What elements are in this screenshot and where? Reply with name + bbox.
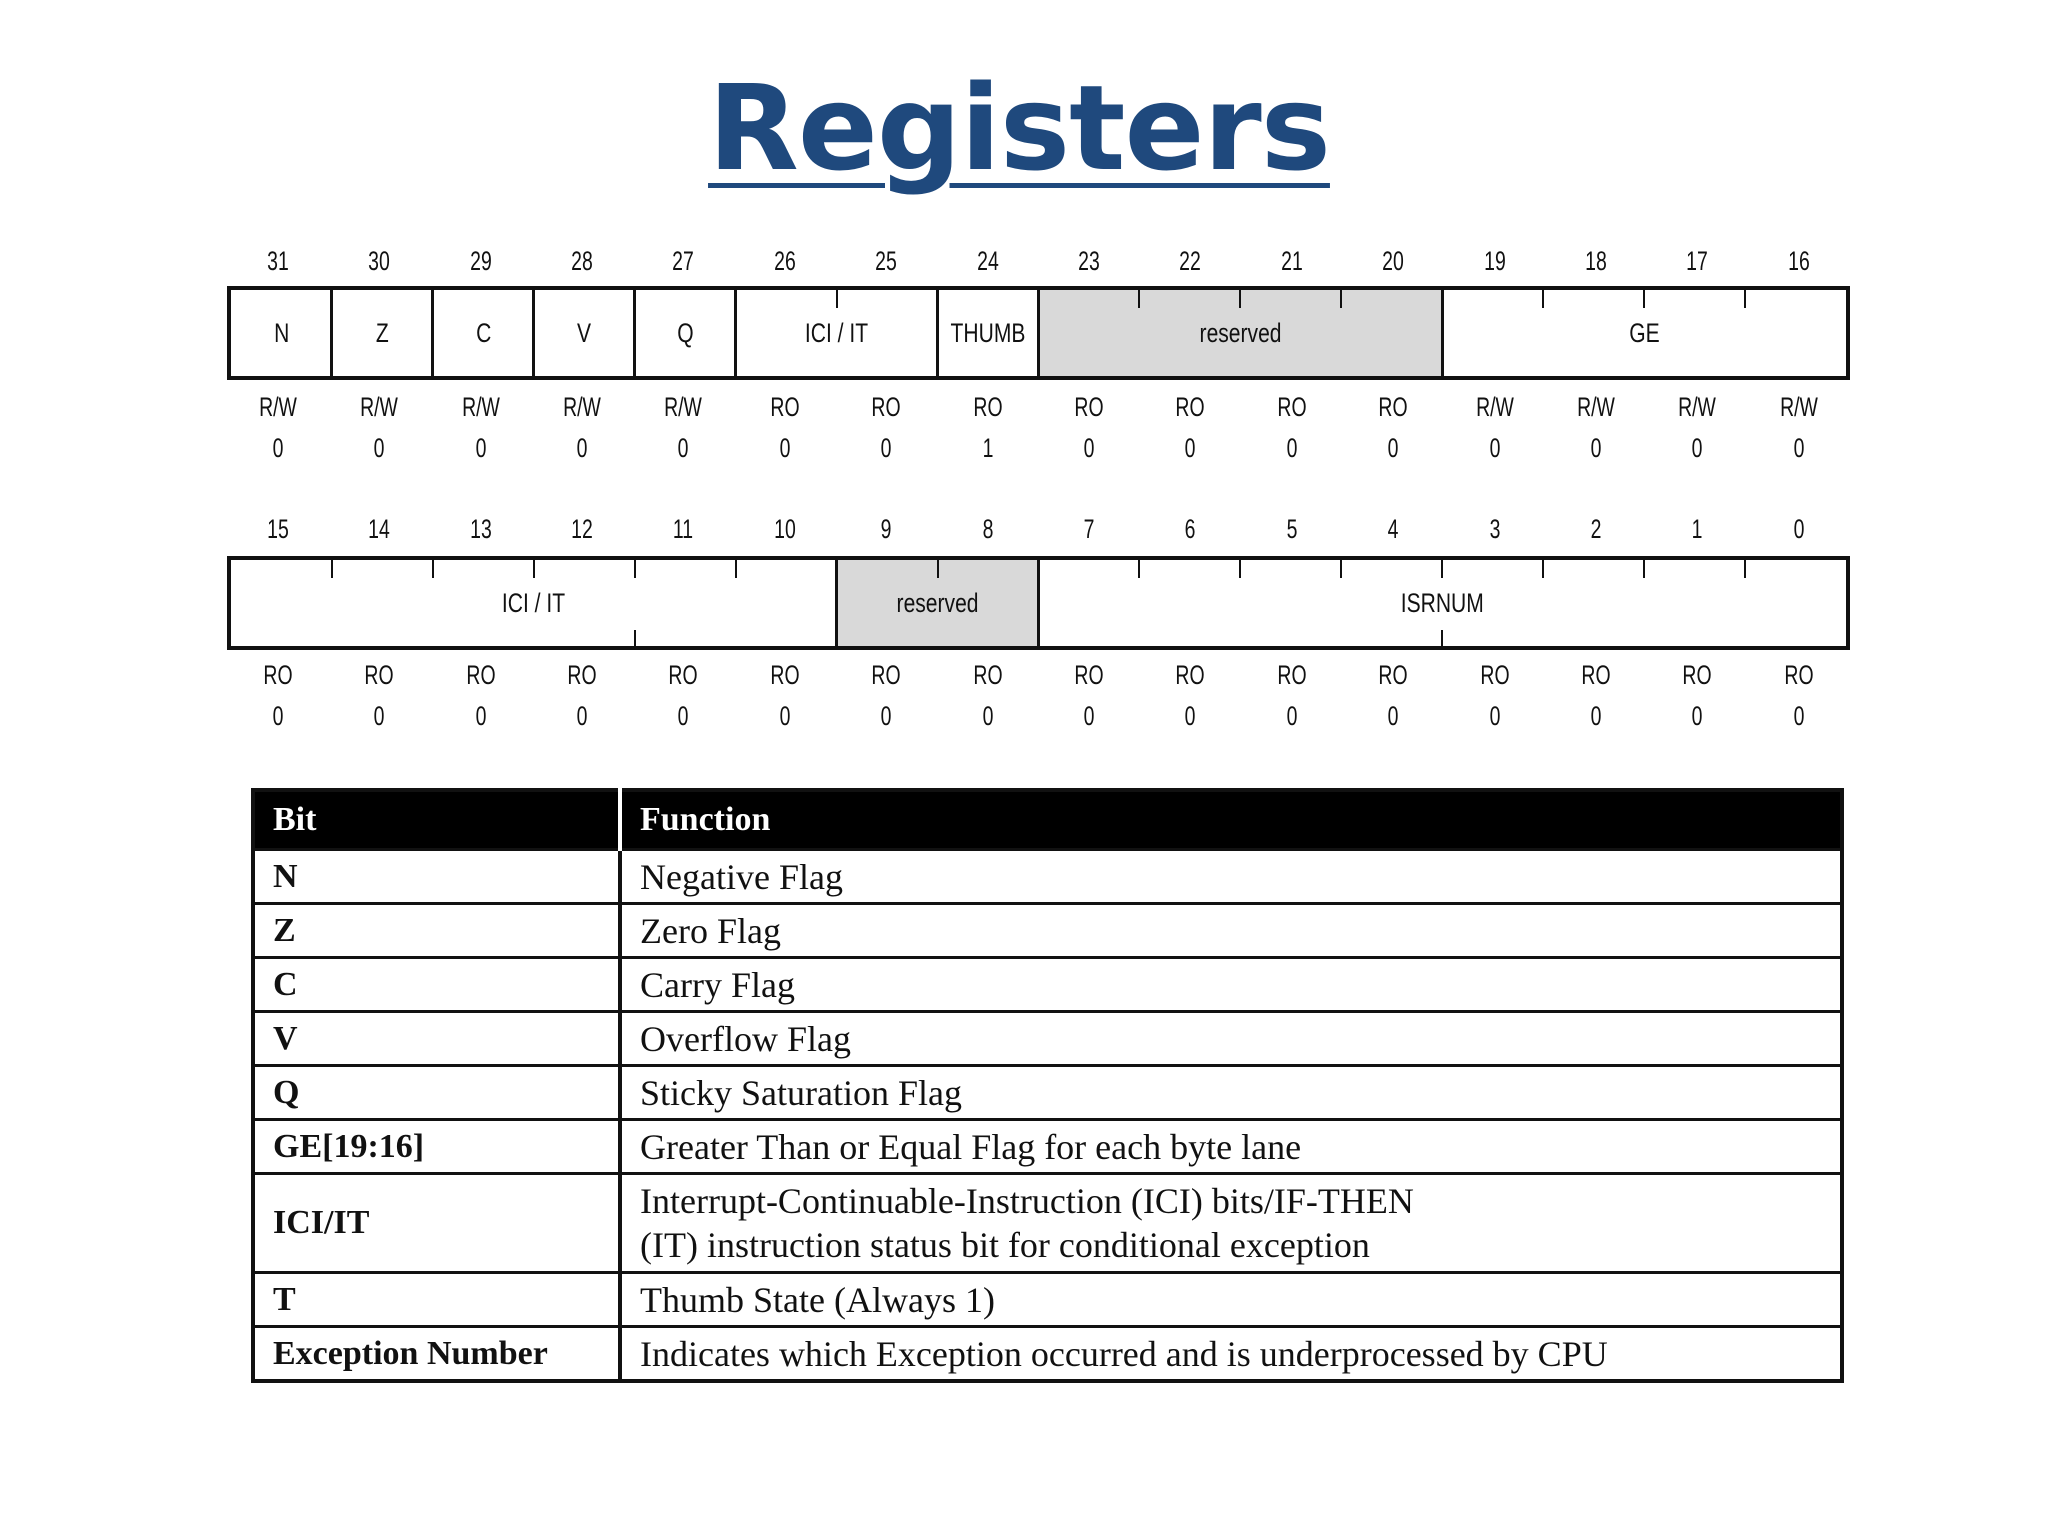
upper_register-bit-number: 31 — [266, 246, 289, 276]
bit-cell: ICI/IT — [253, 1174, 620, 1273]
lower_register-bit-number: 10 — [773, 514, 796, 544]
lower_register-bit-number: 4 — [1387, 514, 1399, 544]
page-title: Registers — [708, 59, 1330, 197]
function-cell — [620, 1273, 1842, 1327]
upper_register-reset-value: 0 — [1083, 433, 1095, 463]
upper_register-bit-number: 24 — [976, 246, 999, 276]
lower_register-bit-number: 0 — [1793, 514, 1805, 544]
upper_register-field — [938, 290, 1039, 376]
lower_register-bit-tick — [735, 560, 737, 578]
function-text: Negative Flag — [640, 856, 843, 897]
lower_register-reset-value: 0 — [1286, 701, 1298, 731]
lower_register-reset-value: 0 — [1590, 701, 1602, 731]
lower_register-field-label: ICI / IT — [502, 587, 566, 618]
upper_register-field-label: Z — [375, 317, 389, 348]
lower_register-bit-number: 3 — [1489, 514, 1500, 544]
lower_register-box — [227, 556, 1850, 650]
lower_register-bit-tick — [1542, 560, 1544, 578]
lower_register-bit-tick — [937, 560, 939, 578]
lower_register-access-type: RO — [1074, 660, 1104, 690]
function-cell — [620, 1174, 1842, 1273]
upper_register-access-type: RO — [871, 392, 901, 422]
bit-cell: GE[19:16] — [253, 1120, 620, 1174]
upper_register-field-label: THUMB — [950, 317, 1026, 348]
table-row — [253, 1120, 1842, 1174]
bit-function-table — [251, 788, 1844, 1383]
upper_register-field-label: reserved — [1199, 317, 1282, 348]
upper_register-access-type: R/W — [562, 392, 601, 422]
upper_register-field-divider — [633, 290, 636, 376]
function-text: Interrupt-Continuable-Instruction (ICI) bits/IF-THEN — [640, 1181, 1414, 1221]
lower_register-bit-tick — [1340, 560, 1342, 578]
lower_register-reset-value: 0 — [1184, 701, 1196, 731]
lower_register-bit-tick — [1239, 560, 1241, 578]
header-bit: Bit — [253, 790, 620, 850]
lower_register-bit-tick — [634, 560, 636, 578]
upper_register-field-label: V — [577, 317, 592, 348]
upper_register-access-type: R/W — [1576, 392, 1615, 422]
lower_register-reset-value: 0 — [880, 701, 892, 731]
upper_register-reset-value: 0 — [1793, 433, 1805, 463]
upper_register-bit-tick — [1643, 290, 1645, 308]
upper_register-bit-number: 21 — [1280, 246, 1303, 276]
upper_register-reset-value: 0 — [475, 433, 486, 463]
upper_register-reset-value: 0 — [272, 433, 284, 463]
table-row — [253, 1327, 1842, 1382]
function-cell — [620, 1120, 1842, 1174]
upper_register-field — [534, 290, 635, 376]
upper_register-bit-tick — [1542, 290, 1544, 308]
upper_register-access-type: RO — [1378, 392, 1408, 422]
upper_register-field-divider — [532, 290, 535, 376]
upper_register-bit-tick — [1138, 290, 1140, 308]
upper_register-bit-number: 16 — [1787, 246, 1810, 276]
lower_register-access-type: RO — [668, 660, 698, 690]
upper_register-bit-number: 20 — [1382, 246, 1404, 276]
function-cell — [620, 958, 1842, 1012]
lower_register-bit-tick — [533, 560, 535, 578]
upper_register-field-label: Q — [677, 317, 694, 348]
upper_register-reset-value: 0 — [880, 433, 892, 463]
upper_register-field — [433, 290, 534, 376]
function-text: Sticky Saturation Flag — [640, 1072, 962, 1113]
function-text: Overflow Flag — [640, 1018, 851, 1059]
upper_register-access-type: R/W — [360, 392, 398, 422]
upper_register-field-divider — [734, 290, 737, 376]
lower_register-field-divider — [1037, 560, 1040, 646]
upper_register-field-label: N — [273, 317, 290, 348]
upper_register-reset-value: 0 — [576, 433, 588, 463]
table-header-row — [253, 790, 1842, 850]
upper_register-reset-value: 0 — [779, 433, 791, 463]
function-text: Carry Flag — [640, 964, 795, 1005]
lower_register-bit-number: 11 — [673, 514, 694, 544]
lower_register-bit-number: 5 — [1286, 514, 1298, 544]
upper_register-field — [231, 290, 332, 376]
function-text: Thumb State (Always 1) — [640, 1279, 995, 1320]
upper_register-bit-tick — [1744, 290, 1746, 308]
upper_register-access-type: R/W — [461, 392, 500, 422]
function-text: Zero Flag — [640, 910, 781, 951]
lower_register-reset-value: 0 — [1489, 701, 1500, 731]
upper_register-bit-number: 23 — [1078, 246, 1100, 276]
lower_register-bit-tick — [1138, 560, 1140, 578]
upper_register-bit-number: 27 — [672, 246, 695, 276]
lower_register-field-label: ISRNUM — [1400, 587, 1484, 618]
lower_register-bit-number: 2 — [1590, 514, 1602, 544]
upper_register-bit-tick — [1340, 290, 1342, 308]
function-text: (IT) instruction status bit for conditional exception — [640, 1225, 1370, 1265]
upper_register-access-type: RO — [1074, 392, 1104, 422]
upper_register-bit-number: 18 — [1585, 246, 1607, 276]
lower_register-access-type: RO — [465, 660, 496, 690]
upper_register-access-type: R/W — [1475, 392, 1514, 422]
table-row — [253, 850, 1842, 904]
function-text: Greater Than or Equal Flag for each byte lane — [640, 1126, 1302, 1167]
upper_register-bit-number: 22 — [1179, 246, 1202, 276]
upper_register-reset-value: 0 — [1691, 433, 1703, 463]
upper_register-reset-value: 0 — [677, 433, 689, 463]
function-cell — [620, 850, 1842, 904]
lower_register-access-type: RO — [567, 660, 597, 690]
lower_register-bit-tick — [432, 560, 434, 578]
lower_register-bit-tick — [1441, 560, 1443, 578]
upper_register-access-type: RO — [972, 392, 1003, 422]
bit-cell: Exception Number — [253, 1327, 620, 1382]
lower_register-access-type: RO — [972, 660, 1003, 690]
upper_register-field-divider — [431, 290, 434, 376]
lower_register-reset-value: 0 — [1691, 701, 1703, 731]
bit-cell: V — [253, 1012, 620, 1066]
lower_register-access-type: RO — [263, 660, 293, 690]
upper_register-field-label: C — [475, 317, 491, 348]
upper_register-reset-value: 0 — [1184, 433, 1196, 463]
lower_register-bit-tick — [331, 560, 333, 578]
lower_register-access-type: RO — [364, 660, 394, 690]
upper_register-access-type: RO — [1277, 392, 1307, 422]
upper_register-bit-number: 26 — [773, 246, 796, 276]
upper_register-reset-value: 0 — [373, 433, 385, 463]
upper_register-access-type: R/W — [1678, 392, 1717, 422]
upper_register-access-type: R/W — [1779, 392, 1818, 422]
lower_register-reset-value: 0 — [1083, 701, 1095, 731]
upper_register-bit-number: 29 — [469, 246, 492, 276]
bit-cell: Z — [253, 904, 620, 958]
lower_register-bit-number: 8 — [982, 514, 993, 544]
lower_register-access-type: RO — [871, 660, 901, 690]
lower_register-reset-value: 0 — [272, 701, 284, 731]
header-function: Function — [620, 790, 1842, 850]
upper_register-field — [332, 290, 433, 376]
upper_register-field-divider — [936, 290, 939, 376]
lower_register-field-divider — [835, 560, 838, 646]
lower_register-bit-number: 9 — [880, 514, 892, 544]
lower_register-bit-tick — [1744, 560, 1746, 578]
table-row — [253, 1066, 1842, 1120]
function-cell — [620, 1327, 1842, 1382]
lower_register-access-type: RO — [1175, 660, 1205, 690]
upper_register-bit-number: 19 — [1483, 246, 1506, 276]
lower_register-access-type: RO — [1479, 660, 1510, 690]
function-cell — [620, 1012, 1842, 1066]
lower_register-bit-number: 7 — [1083, 514, 1095, 544]
upper_register-reset-value: 0 — [1387, 433, 1399, 463]
upper_register-bit-number: 28 — [571, 246, 593, 276]
function-text: Indicates which Exception occurred and is underprocessed by CPU — [640, 1333, 1608, 1374]
table-row — [253, 904, 1842, 958]
lower_register-bit-number: 1 — [1691, 514, 1703, 544]
lower_register-reset-value: 0 — [373, 701, 385, 731]
lower_register-reset-value: 0 — [576, 701, 588, 731]
upper_register-bit-number: 17 — [1686, 246, 1709, 276]
bit-cell: C — [253, 958, 620, 1012]
upper_register-field-divider — [330, 290, 333, 376]
lower_register-bit-number: 13 — [469, 514, 492, 544]
bit-cell: N — [253, 850, 620, 904]
table-row — [253, 1273, 1842, 1327]
upper_register-access-type: RO — [770, 392, 800, 422]
upper_register-bit-number: 25 — [875, 246, 897, 276]
lower_register-reset-value: 0 — [1387, 701, 1399, 731]
lower_register-reset-value: 0 — [779, 701, 791, 731]
upper_register-field-label: GE — [1628, 317, 1660, 348]
lower_register-access-type: RO — [1682, 660, 1712, 690]
upper_register-access-type: R/W — [664, 392, 703, 422]
upper_register-access-type: RO — [1175, 392, 1205, 422]
lower_register-field-label: reserved — [896, 587, 979, 618]
lower_register-bit-number: 15 — [266, 514, 289, 544]
lower_register-reset-value: 0 — [1793, 701, 1805, 731]
upper_register-field-divider — [1037, 290, 1040, 376]
upper_register-reset-value: 0 — [1590, 433, 1602, 463]
bit-cell: T — [253, 1273, 620, 1327]
lower_register-bit-tick — [1441, 630, 1443, 646]
lower_register-access-type: RO — [1277, 660, 1307, 690]
function-cell — [620, 904, 1842, 958]
upper_register-field — [635, 290, 736, 376]
upper_register-reset-value: 0 — [1286, 433, 1298, 463]
lower_register-access-type: RO — [770, 660, 800, 690]
lower_register-reset-value: 0 — [677, 701, 689, 731]
upper_register-field-label: ICI / IT — [805, 317, 869, 348]
table-row — [253, 1012, 1842, 1066]
lower_register-reset-value: 0 — [982, 701, 993, 731]
upper_register-access-type: R/W — [258, 392, 297, 422]
table-row — [253, 1174, 1842, 1273]
upper_register-reset-value: 0 — [1489, 433, 1500, 463]
upper_register-field-divider — [1441, 290, 1444, 376]
lower_register-bit-tick — [1643, 560, 1645, 578]
lower_register-bit-number: 12 — [571, 514, 593, 544]
lower_register-bit-tick — [634, 630, 636, 646]
lower_register-bit-number: 14 — [368, 514, 390, 544]
bit-cell: Q — [253, 1066, 620, 1120]
upper_register-bit-tick — [1239, 290, 1241, 308]
lower_register-access-type: RO — [1378, 660, 1408, 690]
lower_register-access-type: RO — [1784, 660, 1814, 690]
lower_register-bit-number: 6 — [1184, 514, 1196, 544]
table-row — [253, 958, 1842, 1012]
function-cell — [620, 1066, 1842, 1120]
upper_register-reset-value: 1 — [982, 433, 993, 463]
upper_register-bit-number: 30 — [368, 246, 390, 276]
lower_register-access-type: RO — [1581, 660, 1611, 690]
upper_register-bit-tick — [836, 290, 838, 308]
upper_register-box — [227, 286, 1850, 380]
lower_register-reset-value: 0 — [475, 701, 486, 731]
